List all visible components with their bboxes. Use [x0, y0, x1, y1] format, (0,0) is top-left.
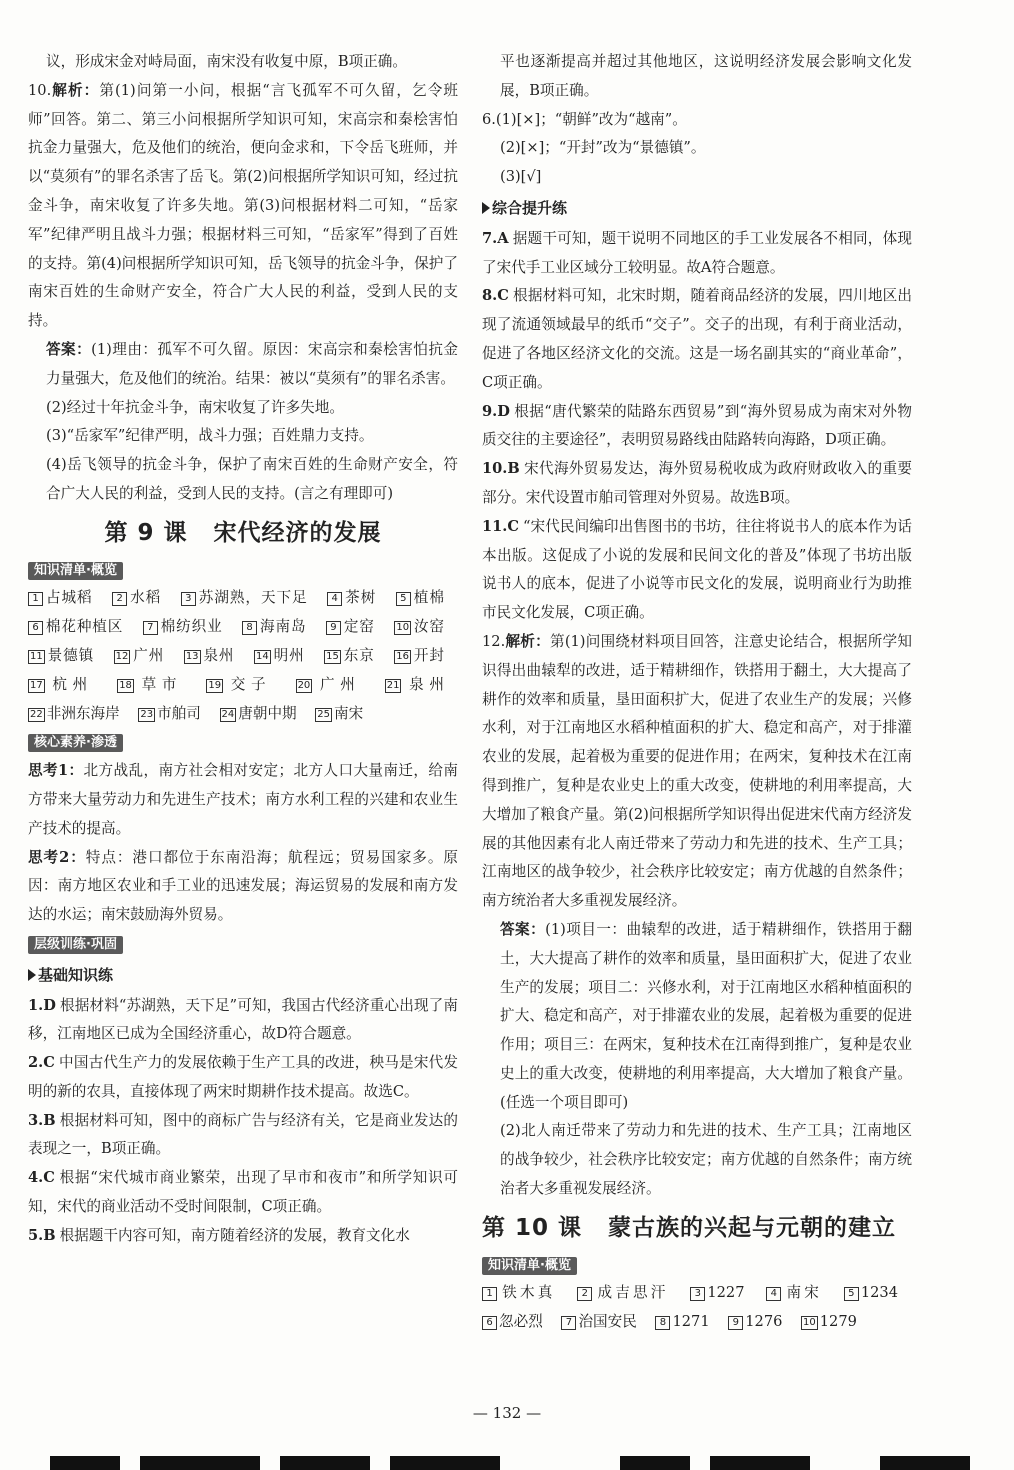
q12-answer-1 [482, 916, 912, 1118]
continuation-text-right: 平也逐渐提高并超过其他地区，这说明经济发展会影响文化发展，B项正确。 [500, 53, 912, 99]
keyword-number-box: 23 [140, 708, 154, 720]
keyword-item [766, 1284, 822, 1301]
keyword-item [254, 647, 305, 664]
keyword-text: 杭州 [46, 675, 93, 693]
answer-item-text: 根据“宋代城市商业繁荣，出现了早市和夜市”和所学知识可知，宋代的商业活动不受时间限制，C项正确。 [28, 1169, 458, 1216]
keyword-item [844, 1284, 898, 1301]
answer-item-text: 中国古代生产力的发展依赖于生产工具的改进，秧马是宋代发明的新的农具，直接体现了两宋时期耕作技术提高。故选C。 [28, 1054, 458, 1100]
q6-line-1: 6.(1)[×]；“朝鲜”改为“越南”。 [482, 110, 687, 128]
keyword-text: 南宋 [783, 1284, 823, 1302]
q10-analysis [28, 77, 458, 336]
q6-line-3: (3)[√] [500, 168, 542, 186]
keyword-item [324, 647, 375, 664]
q10-answer-3: (3)“岳家军”纪律严明，战斗力强；百姓鼎力支持。 [46, 427, 374, 445]
keyword-text: 汝窑 [413, 618, 445, 636]
think-1-text: 北方战乱，南方社会相对安定；北方人口大量南迁，给南方带来大量劳动力和先进生产技术；南方水利工程的兴建和农业生产技术的提高。 [28, 762, 458, 837]
keyword-text: 东京 [342, 646, 375, 664]
think-2-label: 思考2： [28, 848, 86, 866]
keyword-text: 水稻 [129, 589, 162, 607]
lesson-10-heading [482, 1214, 912, 1243]
keyword-number-box: 11 [30, 650, 43, 662]
keyword-item [220, 705, 297, 722]
keyword-number-box: 1 [482, 1287, 497, 1301]
keyword-item [315, 705, 363, 722]
keyword-text: 茶树 [344, 589, 377, 607]
answer-item-number: 2.C [28, 1054, 55, 1072]
keyword-item [396, 589, 444, 606]
keyword-item [28, 705, 120, 722]
keyword-text: 泉州 [202, 646, 235, 664]
keyword-text: 占城稻 [45, 589, 93, 607]
keyword-item [28, 676, 93, 693]
keyword-text: 广州 [132, 646, 165, 664]
think-1 [28, 757, 458, 843]
keyword-list-lesson-10 [482, 1279, 912, 1337]
keyword-text: 铁木真 [499, 1284, 556, 1302]
think-2-text: 特点：港口都位于东南沿海；航程远；贸易国家多。原因：南方地区农业和手工业的迅速发展；海运贸易的发展和南方发达的水运；南宋鼓励海外贸易。 [28, 848, 458, 924]
answer-item-text: 宋代海外贸易发达，海外贸易税收成为政府财政收入的重要部分。宋代设置市舶司管理对外贸易。故选B项。 [482, 460, 912, 506]
answer-item-number: 4.C [28, 1169, 55, 1187]
keyword-text: 1234 [860, 1284, 898, 1302]
keyword-text: 唐朝中期 [238, 704, 297, 722]
answer-item-number: 10.B [482, 460, 520, 478]
q12-answer-2: (2)北人南迁带来了劳动力和先进的技术、生产工具；江南地区的战争较少，社会秩序比较安定；南方优越的自然条件；南方统治者大多重视发展经济。 [500, 1122, 912, 1198]
keyword-text: 南宋 [334, 704, 364, 722]
keyword-number-box: 16 [396, 650, 410, 662]
tag-core-literacy: 核心素养·渗透 [28, 734, 123, 752]
answer-item [482, 282, 912, 397]
cropped-mark [880, 1456, 970, 1470]
answer-item-number: 9.D [482, 402, 510, 420]
keyword-item [28, 589, 93, 606]
keyword-item [385, 676, 444, 693]
keyword-text: 1271 [672, 1313, 710, 1331]
keyword-number-box: 19 [208, 679, 222, 691]
keyword-text: 1227 [707, 1284, 745, 1302]
keyword-number-box: 6 [482, 1316, 497, 1330]
continuation-text: 议，形成宋金对峙局面，南宋没有收复中原，B项正确。 [46, 53, 407, 70]
answer-item [482, 225, 912, 283]
keyword-item [327, 589, 376, 606]
keyword-item [138, 705, 201, 722]
keyword-number-box: 15 [326, 650, 339, 662]
cropped-mark [140, 1456, 260, 1470]
keyword-item [801, 1313, 857, 1330]
keyword-item [117, 676, 182, 693]
keyword-number-box: 7 [561, 1316, 576, 1330]
keyword-text: 景德镇 [46, 646, 95, 664]
think-1-label: 思考1： [28, 762, 84, 780]
answer-item [482, 455, 912, 513]
keyword-text: 定窑 [342, 618, 375, 636]
keyword-number-box: 9 [728, 1316, 743, 1330]
keyword-item [143, 618, 223, 635]
keyword-number-box: 8 [242, 621, 257, 635]
keyword-number-box: 21 [386, 679, 400, 691]
q10-answer-1-text: (1)理由：孤军不可久留。原因：宋高宗和秦桧害怕抗金力量强大，危及他们的统治。结果：被以“莫须有”的罪名杀害。 [46, 340, 458, 387]
keyword-number-box: 9 [326, 621, 341, 635]
answer-item-text: 根据题干内容可知，南方随着经济的发展，教育文化水 [59, 1226, 410, 1244]
keyword-number-box: 2 [112, 592, 127, 606]
answer-item-text: “宋代民间编印出售图书的书坊，往往将说书人的底本作为话本出版。这促成了小说的发展和民间文化的普及”体现了书坊出版说书人的底本，促进了小说等市民文化的发展，说明商业行为助推市民文化发展，C项正确。 [482, 517, 912, 622]
keyword-number-box: 10 [803, 1317, 816, 1329]
keyword-number-box: 17 [30, 679, 43, 691]
keyword-text: 市舶司 [157, 704, 201, 722]
keyword-text: 植棉 [412, 589, 444, 607]
think-2 [28, 844, 458, 930]
keyword-item [28, 647, 94, 664]
bottom-cropped-text-strip [30, 1444, 990, 1470]
keyword-item [482, 1313, 543, 1330]
cropped-mark [620, 1456, 690, 1470]
keyword-item [112, 589, 161, 606]
answer-item [482, 398, 912, 456]
tag-knowledge-list: 知识清单·概览 [28, 562, 123, 580]
keyword-text: 忽必烈 [499, 1313, 543, 1331]
keyword-text: 棉花种植区 [45, 618, 124, 636]
keyword-item [394, 618, 444, 635]
keyword-item [728, 1313, 782, 1330]
keyword-number-box: 7 [143, 621, 158, 635]
answer-item [28, 1164, 458, 1222]
q6-line-2: (2)[×]；“开封”改为“景德镇”。 [500, 139, 706, 157]
keyword-item [184, 647, 235, 664]
keyword-item [206, 676, 271, 693]
q10-answer-4: (4)岳飞领导的抗金斗争，保护了南宋百姓的生命财产安全，符合广大人民的利益，受到人民的支持。(言之有理即可) [46, 456, 458, 502]
keyword-item [482, 1284, 555, 1301]
keyword-item [326, 618, 375, 635]
sub-comprehensive-label: 综合提升练 [492, 198, 568, 217]
answer-item-number: 3.B [28, 1111, 56, 1129]
q10-answer-1 [28, 336, 458, 394]
keyword-number-box: 5 [844, 1287, 859, 1301]
answer-item [28, 1107, 458, 1165]
q12-analysis [482, 628, 912, 916]
lesson-9-number: 第 9 课 [104, 519, 188, 546]
triangle-icon [28, 969, 36, 981]
q12-answer-1-text: (1)项目一：曲辕犁的改进，适于精耕细作，铁搭用于翻土，大大提高了耕作的效率和质量，垦田面积扩大，促进了农业生产的发展；项目二：兴修水利，对于江南地区水稻种植面积的扩大、稳定和高产，对于排灌农业的发展，起着极为重要的促进作用；项目三：在两宋，复种技术在江南得到推广，复种是农业史上的重大改变，使耕地的利用率提高，大大增加了粮食产量。(任选一个项目即可) [500, 920, 912, 1111]
keyword-number-box: 18 [119, 679, 132, 691]
answer-item [28, 1222, 458, 1251]
analysis-label: 解析： [51, 81, 100, 99]
analysis-label-12: 解析： [505, 632, 550, 650]
keyword-text: 开封 [413, 646, 444, 664]
page-number: — 132 — [472, 1404, 542, 1422]
keyword-number-box: 6 [28, 621, 43, 635]
keyword-number-box: 12 [115, 650, 129, 662]
keyword-text: 棉纺织业 [159, 618, 223, 636]
keyword-text: 泉州 [403, 675, 444, 693]
keyword-item [577, 1284, 668, 1301]
keyword-text: 草市 [135, 675, 183, 693]
answer-item-text: 根据材料“苏湖熟，天下足”可知，我国古代经济重心出现了南移，江南地区已成为全国经济重心，故D符合题意。 [28, 996, 458, 1043]
keyword-item [655, 1313, 709, 1330]
keyword-number-box: 25 [317, 708, 331, 720]
lesson-10-number: 第 10 课 [482, 1214, 583, 1241]
keyword-text: 广州 [314, 675, 361, 693]
answer-item-number: 11.C [482, 517, 520, 535]
keyword-number-box: 10 [396, 622, 410, 634]
cropped-mark [710, 1456, 810, 1470]
answer-item-text: 据题干可知，题干说明不同地区的手工业发展各不相同，体现了宋代手工业区域分工较明显。故A符合题意。 [482, 229, 912, 276]
keyword-item [242, 618, 306, 635]
answer-item-number: 8.C [482, 287, 509, 305]
basic-items [28, 992, 458, 1251]
keyword-text: 1276 [745, 1313, 783, 1331]
keyword-list-lesson-9 [28, 584, 458, 728]
cropped-mark [280, 1456, 370, 1470]
sub-basic-label: 基础知识练 [38, 965, 114, 984]
q12-number: 12. [482, 632, 506, 650]
keyword-text: 治国安民 [578, 1313, 637, 1331]
keyword-text: 1279 [819, 1313, 857, 1331]
keyword-text: 明州 [272, 646, 305, 664]
answer-item-number: 1.D [28, 996, 56, 1014]
keyword-item [690, 1284, 744, 1301]
tag-knowledge-list-10: 知识清单·概览 [482, 1257, 577, 1275]
q10-number: 10. [28, 81, 52, 99]
keyword-text: 交子 [225, 675, 272, 693]
keyword-number-box: 14 [255, 650, 269, 662]
triangle-icon [482, 202, 490, 214]
sub-basic-knowledge [28, 961, 458, 990]
answer-item [28, 992, 458, 1050]
keyword-number-box: 13 [185, 650, 199, 662]
keyword-number-box: 8 [655, 1316, 670, 1330]
answer-item-text: 根据“唐代繁荣的陆路东西贸易”到“海外贸易成为南宋对外物质交往的主要途径”，表明贸易路线由陆路转向海路，D项正确。 [482, 402, 912, 449]
keyword-text: 非洲东海岸 [46, 704, 120, 722]
keyword-number-box: 20 [297, 679, 311, 691]
keyword-item [181, 589, 308, 606]
keyword-text: 苏湖熟，天下足 [197, 589, 308, 607]
keyword-number-box: 5 [396, 592, 411, 606]
keyword-number-box: 1 [28, 592, 43, 606]
keyword-number-box: 3 [181, 592, 196, 606]
lesson-10-title: 蒙古族的兴起与元朝的建立 [608, 1214, 897, 1241]
keyword-text: 海南岛 [259, 618, 307, 636]
lesson-9-title: 宋代经济的发展 [213, 519, 382, 546]
left-column [28, 48, 458, 1251]
answer-item [482, 513, 912, 628]
answer-item-text: 根据材料可知，北宋时期，随着商品经济的发展，四川地区出现了流通领域最早的纸币“交子”。交子的出现，有利于商业活动，促进了各地区经济文化的交流。这是一场名副其实的“商业革命”，C项正确。 [482, 287, 912, 391]
q10-answer-2: (2)经过十年抗金斗争，南宋收复了许多失地。 [46, 398, 344, 416]
tag-level-training: 层级训练·巩固 [28, 936, 123, 954]
keyword-number-box: 4 [327, 592, 342, 606]
answer-label-12: 答案： [500, 920, 546, 938]
q10-analysis-text: 第(1)问第一小问，根据“言飞孤军不可久留，乞令班师”回答。第二、第三小问根据所学知识可知，宋高宗和秦桧害怕抗金力量强大，危及他们的统治，便向金求和，下令岳飞班师，并以“莫须有”的罪名杀害了岳飞。第(2)问根据所学知识可知，经过抗金斗争，南宋收复了许多失地。第(3)问根据材料二可知，“岳家军”纪律严明且战斗力强；根据材料三可知，“岳家军”得到了百姓的支持。第(4)问根据所学知识可知，岳飞领导的抗金斗争，保护了南宋百姓的生命财产安全，符合广大人民的利益，受到人民的支持。 [28, 81, 458, 330]
keyword-number-box: 24 [221, 708, 235, 720]
answer-item [28, 1049, 458, 1107]
cropped-mark [390, 1456, 500, 1470]
keyword-item [561, 1313, 636, 1330]
keyword-text: 成吉思汗 [594, 1284, 669, 1302]
answer-item-number: 7.A [482, 229, 509, 247]
keyword-number-box: 3 [690, 1287, 705, 1301]
keyword-item [28, 618, 123, 635]
lesson-9-heading [28, 519, 458, 548]
answer-item-number: 5.B [28, 1226, 56, 1244]
answer-item-text: 根据材料可知，图中的商标广告与经济有关，它是商业发达的表现之一，B项正确。 [28, 1111, 458, 1158]
right-column [482, 48, 912, 1337]
keyword-number-box: 2 [577, 1287, 592, 1301]
q12-analysis-text: 第(1)问围绕材料项目回答，注意史论结合，根据所学知识得出曲辕犁的改进，适于精耕细作，铁搭用于翻土，大大提高了耕作的效率和质量，垦田面积扩大，促进了农业生产的发展；兴修水利，对于江南地区水稻种植面积的扩大、稳定和高产，对于排灌农业的发展，起着极为重要的促进作用；在两宋，复种技术在江南得到推广，复种是农业史上的重大改变，使耕地的利用率提高，大大增加了粮食产量。第(2)问根据所学知识得出促进宋代南方经济发展的其他因素有北人南迁带来了劳动力和先进的技术、生产工具；江南地区的战争较少，社会秩序比较安定；南方优越的自然条件；南方统治者大多重视发展经济。 [482, 632, 912, 910]
keyword-item [296, 676, 361, 693]
keyword-item [394, 647, 444, 664]
sub-comprehensive [482, 194, 912, 223]
cropped-mark [50, 1456, 120, 1470]
comprehensive-items [482, 225, 912, 628]
keyword-number-box: 22 [30, 708, 43, 720]
keyword-item [114, 647, 165, 664]
keyword-number-box: 4 [766, 1287, 781, 1301]
answer-label: 答案： [46, 340, 92, 358]
